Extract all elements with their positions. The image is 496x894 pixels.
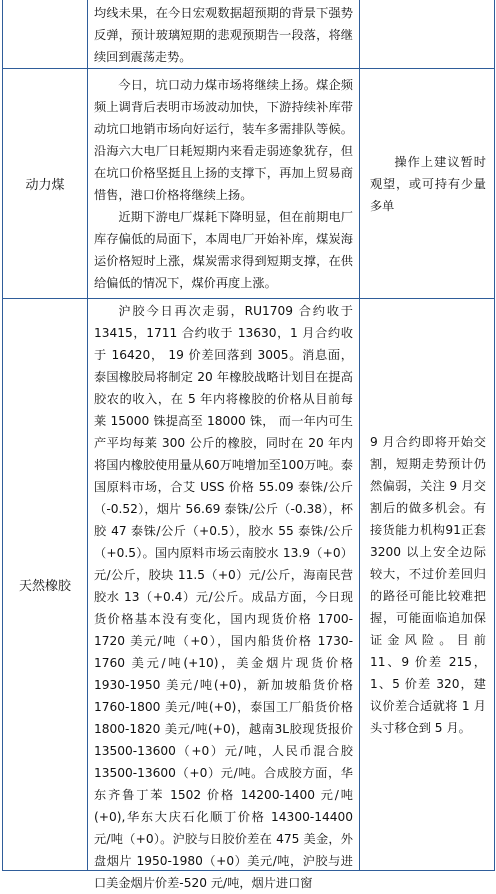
report-table (2, 0, 495, 890)
advice-cell (360, 299, 495, 871)
advice-cell (360, 69, 495, 299)
analysis-cell (88, 69, 360, 299)
analysis-cell (88, 299, 360, 890)
commodity-name-cell: 动力煤 (3, 69, 88, 299)
advice-text: 9 月合约即将开始交割，短期走势预计仍然偏弱，关注 9 月交割后的做多机会。有接货能力机构91正套3200 以上安全边际较大，不过价差回归的路径可能比较难把握，可能面临追加保证金风险。目前 11、9 价差 215，1、5 价差 320，建议价差合适就将 1 月头寸移仓到 5 月。 (370, 434, 486, 735)
analysis-paragraph: 沪胶今日再次走弱，RU1709 合约收于 13415，1711 合约收于 13630，1 月合约收于 16420， 19 价差回落到 3005。消息面，泰国橡胶局将制定 20 年橡胶战略计划目在提高胶农的收入，在 5 年内将橡胶的价格从目前每莱 15000 铢提高至 18000 铢， 而一年内可生产平均每莱 300 公斤的橡胶，同时在 20 年内将国内橡胶使用量从60万吨增加至100万吨。泰国原料市场，合艾 USS 价格 55.09 泰铢/公斤（-0.52），烟片 56.69 泰铢/公斤（-0.38），杯胶 47 泰铢/公斤（+0.5），胶水 55 泰铢/公斤（+0.5）。国内原料市场云南胶水 13.9（+0）元/公斤，胶块 11.5（+0）元/公斤，海南民营胶水 13（+0.4）元/公斤。成品方面，今日现货价格基本没有变化，国内现货价格 1700-1720 美元/吨（+0），国内船货价格 1730-1760 美元/吨(+10)，美金烟片现货价格 1930-1950 美元/吨(+0)，新加坡船货价格 1760-1800 美元/吨(+0)，泰国工厂船货价格 1800-1820 美元/吨(+0)，越南3L胶现货报价 13500-13600（+0）元/吨，人民币混合胶 13500-13600（+0）元/吨。合成胶方面，华东齐鲁丁苯 1502 价格 14200-1400 元/吨(+0),华东大庆石化顺丁价格 14300-14400 元/吨（+0）。沪胶与日胶价差在 475 美金，外盘烟片 1950-1980（+0）美元/吨，沪胶与进口美金烟片价差-520 元/吨，烟片进口窗 (94, 304, 353, 890)
table-row (3, 299, 495, 871)
commodity-name-cell: 天然橡胶 (3, 299, 88, 871)
table-row (3, 69, 495, 299)
analysis-paragraph: 近期下游电厂煤耗下降明显，但在前期电厂库存偏低的局面下，本周电厂开始补库，煤炭海运价格短时上涨，煤炭需求得到短期支撑，在供给偏低的情况下，煤价再度上涨。 (94, 209, 353, 290)
analysis-paragraph: 今日，坑口动力煤市场将继续上扬。煤企频频上调背后表明市场波动加快，下游持续补库带动坑口地销市场向好运行，装车多需排队等候。沿海六大电厂日耗短期内来看走弱迹象犹存，但在坑口价格坚挺且上扬的支撑下，再加上贸易商惜售，港口价格将继续上扬。 (94, 77, 353, 202)
commodity-name-cell (3, 0, 88, 69)
analysis-cell (88, 0, 360, 69)
analysis-paragraph: 均线未果，在今日宏观数据超预期的背景下强势反弹，预计玻璃短期的悲观预期告一段落，将继续回到震荡走势。 (94, 6, 353, 64)
table-row (3, 0, 495, 69)
advice-cell (360, 0, 495, 69)
advice-text: 操作上建议暂时观望，或可持有少量多单 (370, 154, 486, 213)
